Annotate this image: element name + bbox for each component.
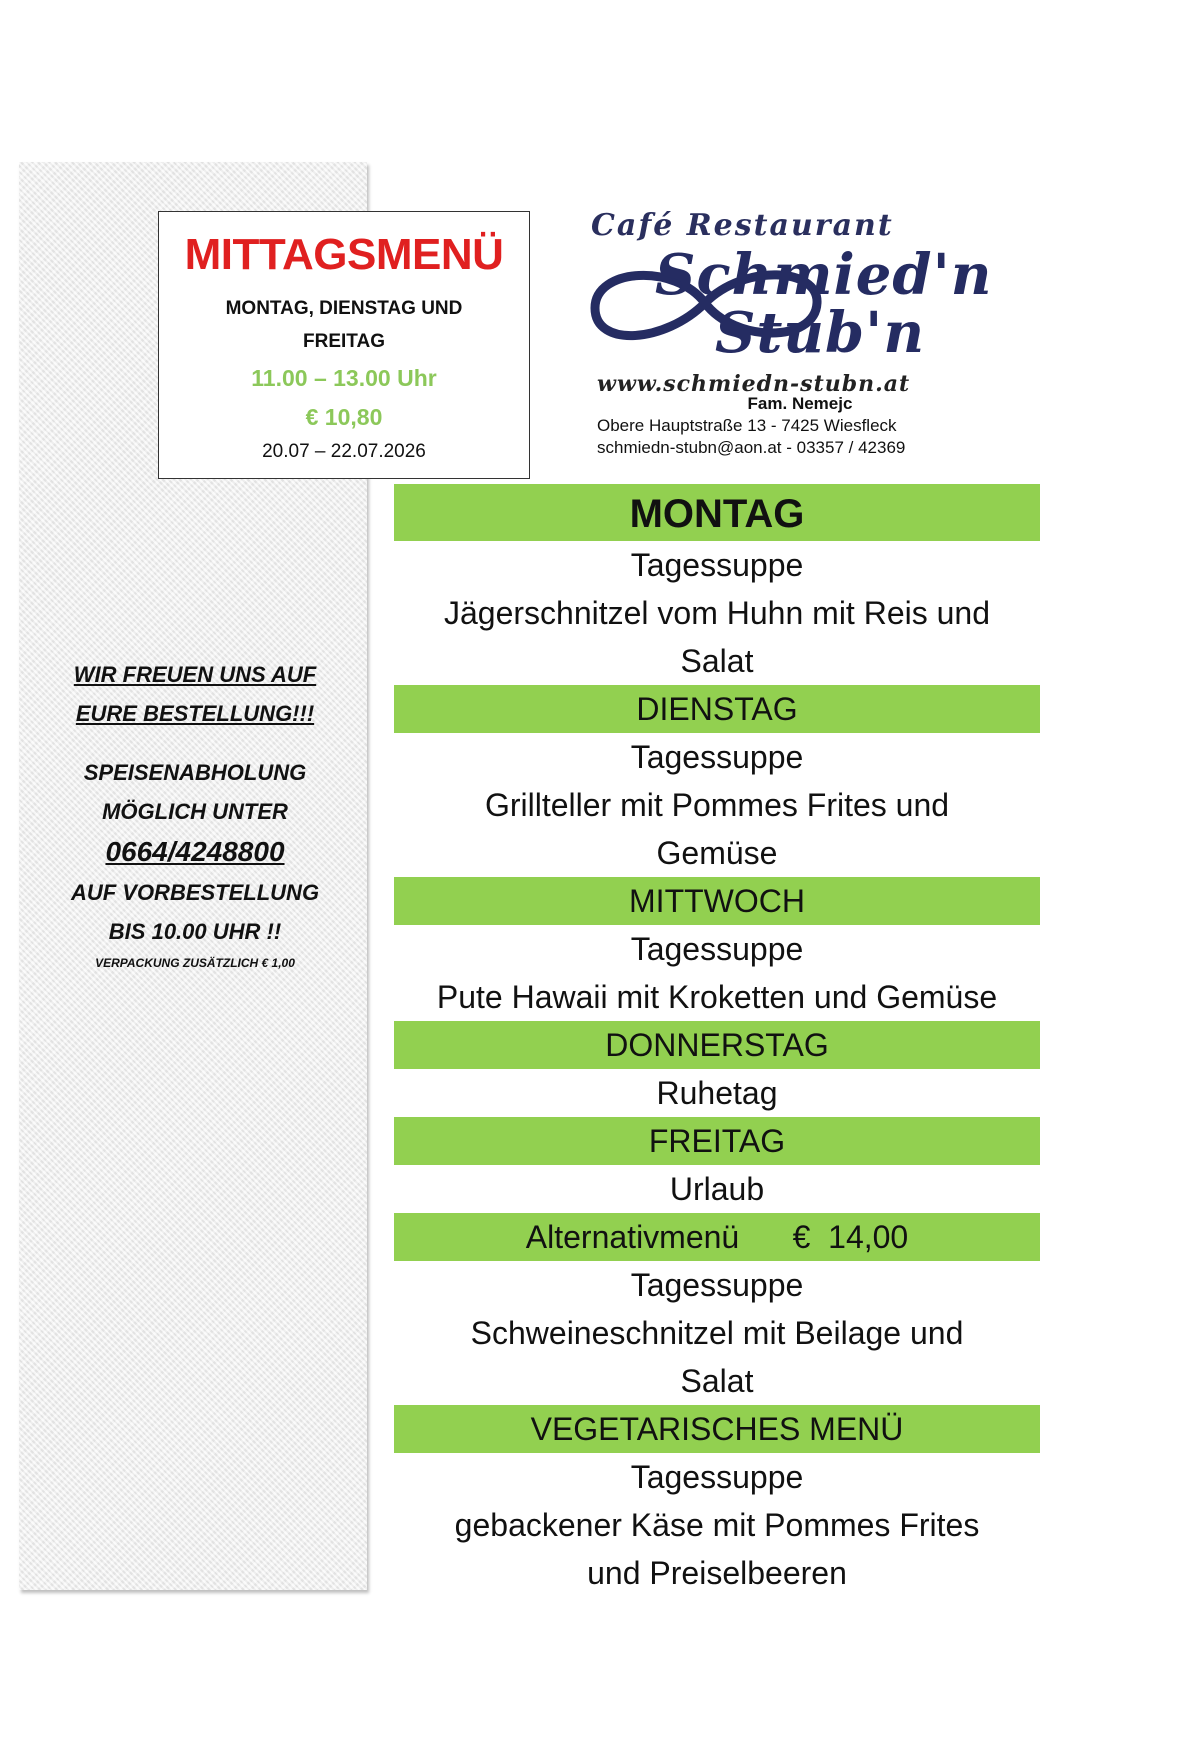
logo-name-line1: Schmied'n	[655, 242, 993, 308]
menu-item: Tagessuppe	[630, 547, 804, 583]
logo-address: Obere Hauptstraße 13 - 7425 Wiesfleck	[597, 416, 897, 435]
alternative-menu-header: Alternativmenü € 14,00	[394, 1213, 1040, 1261]
logo-family: Fam. Nemejc	[747, 394, 853, 413]
menu-price: € 10,80	[305, 404, 383, 430]
sidebar-notes	[40, 655, 350, 975]
menu-item: Tagessuppe	[630, 931, 804, 967]
menu-item: Salat	[680, 1363, 754, 1399]
pickup-phone-number: 0664/4248800	[105, 836, 285, 867]
menu-item: Schweineschnitzel mit Beilage und	[470, 1315, 964, 1351]
lunch-menu-header-box	[158, 211, 530, 479]
menu-item: und Preiselbeeren	[587, 1555, 847, 1591]
note-line-4: MÖGLICH UNTER	[102, 799, 288, 824]
note-line-2: EURE BESTELLUNG!!!	[75, 701, 315, 726]
day-header-donnerstag: DONNERSTAG	[394, 1021, 1040, 1069]
logo-cafe-restaurant: Café Restaurant	[591, 208, 894, 243]
menu-date-range: 20.07 – 22.07.2026	[262, 441, 426, 462]
day-header-dienstag: DIENSTAG	[394, 685, 1040, 733]
day-header-freitag: FREITAG	[394, 1117, 1040, 1165]
vegetarian-menu-header: VEGETARISCHES MENÜ	[394, 1405, 1040, 1453]
menu-item: Salat	[680, 643, 754, 679]
logo-website: www.schmiedn-stubn.at	[597, 371, 911, 397]
day-header-mittwoch: MITTWOCH	[394, 877, 1040, 925]
note-line-3: SPEISENABHOLUNG	[83, 760, 307, 785]
menu-item: Gemüse	[656, 835, 778, 871]
note-line-5: AUF VORBESTELLUNG	[70, 880, 320, 905]
menu-item: Urlaub	[669, 1171, 765, 1207]
weekly-menu	[394, 484, 1040, 1597]
menu-item: gebackener Käse mit Pommes Frites	[454, 1507, 980, 1543]
menu-item: Tagessuppe	[630, 739, 804, 775]
menu-item: Ruhetag	[656, 1075, 778, 1111]
menu-item: Pute Hawaii mit Kroketten und Gemüse	[436, 979, 998, 1015]
logo-name-line2: Stub'n	[715, 300, 926, 366]
menu-time: 11.00 – 13.00 Uhr	[251, 365, 437, 391]
menu-item: Grillteller mit Pommes Frites und	[484, 787, 950, 823]
restaurant-logo	[585, 208, 1015, 458]
menu-item: Tagessuppe	[630, 1267, 804, 1303]
note-line-6: BIS 10.00 UHR !!	[108, 919, 282, 944]
menu-title: MITTAGSMENÜ	[184, 230, 504, 279]
menu-days: MONTAG, DIENSTAG UND FREITAG	[225, 298, 463, 352]
menu-item: Jägerschnitzel vom Huhn mit Reis und	[443, 595, 990, 631]
menu-item: Tagessuppe	[630, 1459, 804, 1495]
note-line-1: WIR FREUEN UNS AUF	[73, 662, 317, 687]
packaging-note: VERPACKUNG ZUSÄTZLICH € 1,00	[95, 956, 295, 970]
day-header-montag: MONTAG	[394, 484, 1040, 541]
logo-contact: schmiedn-stubn@aon.at - 03357 / 42369	[597, 438, 906, 457]
